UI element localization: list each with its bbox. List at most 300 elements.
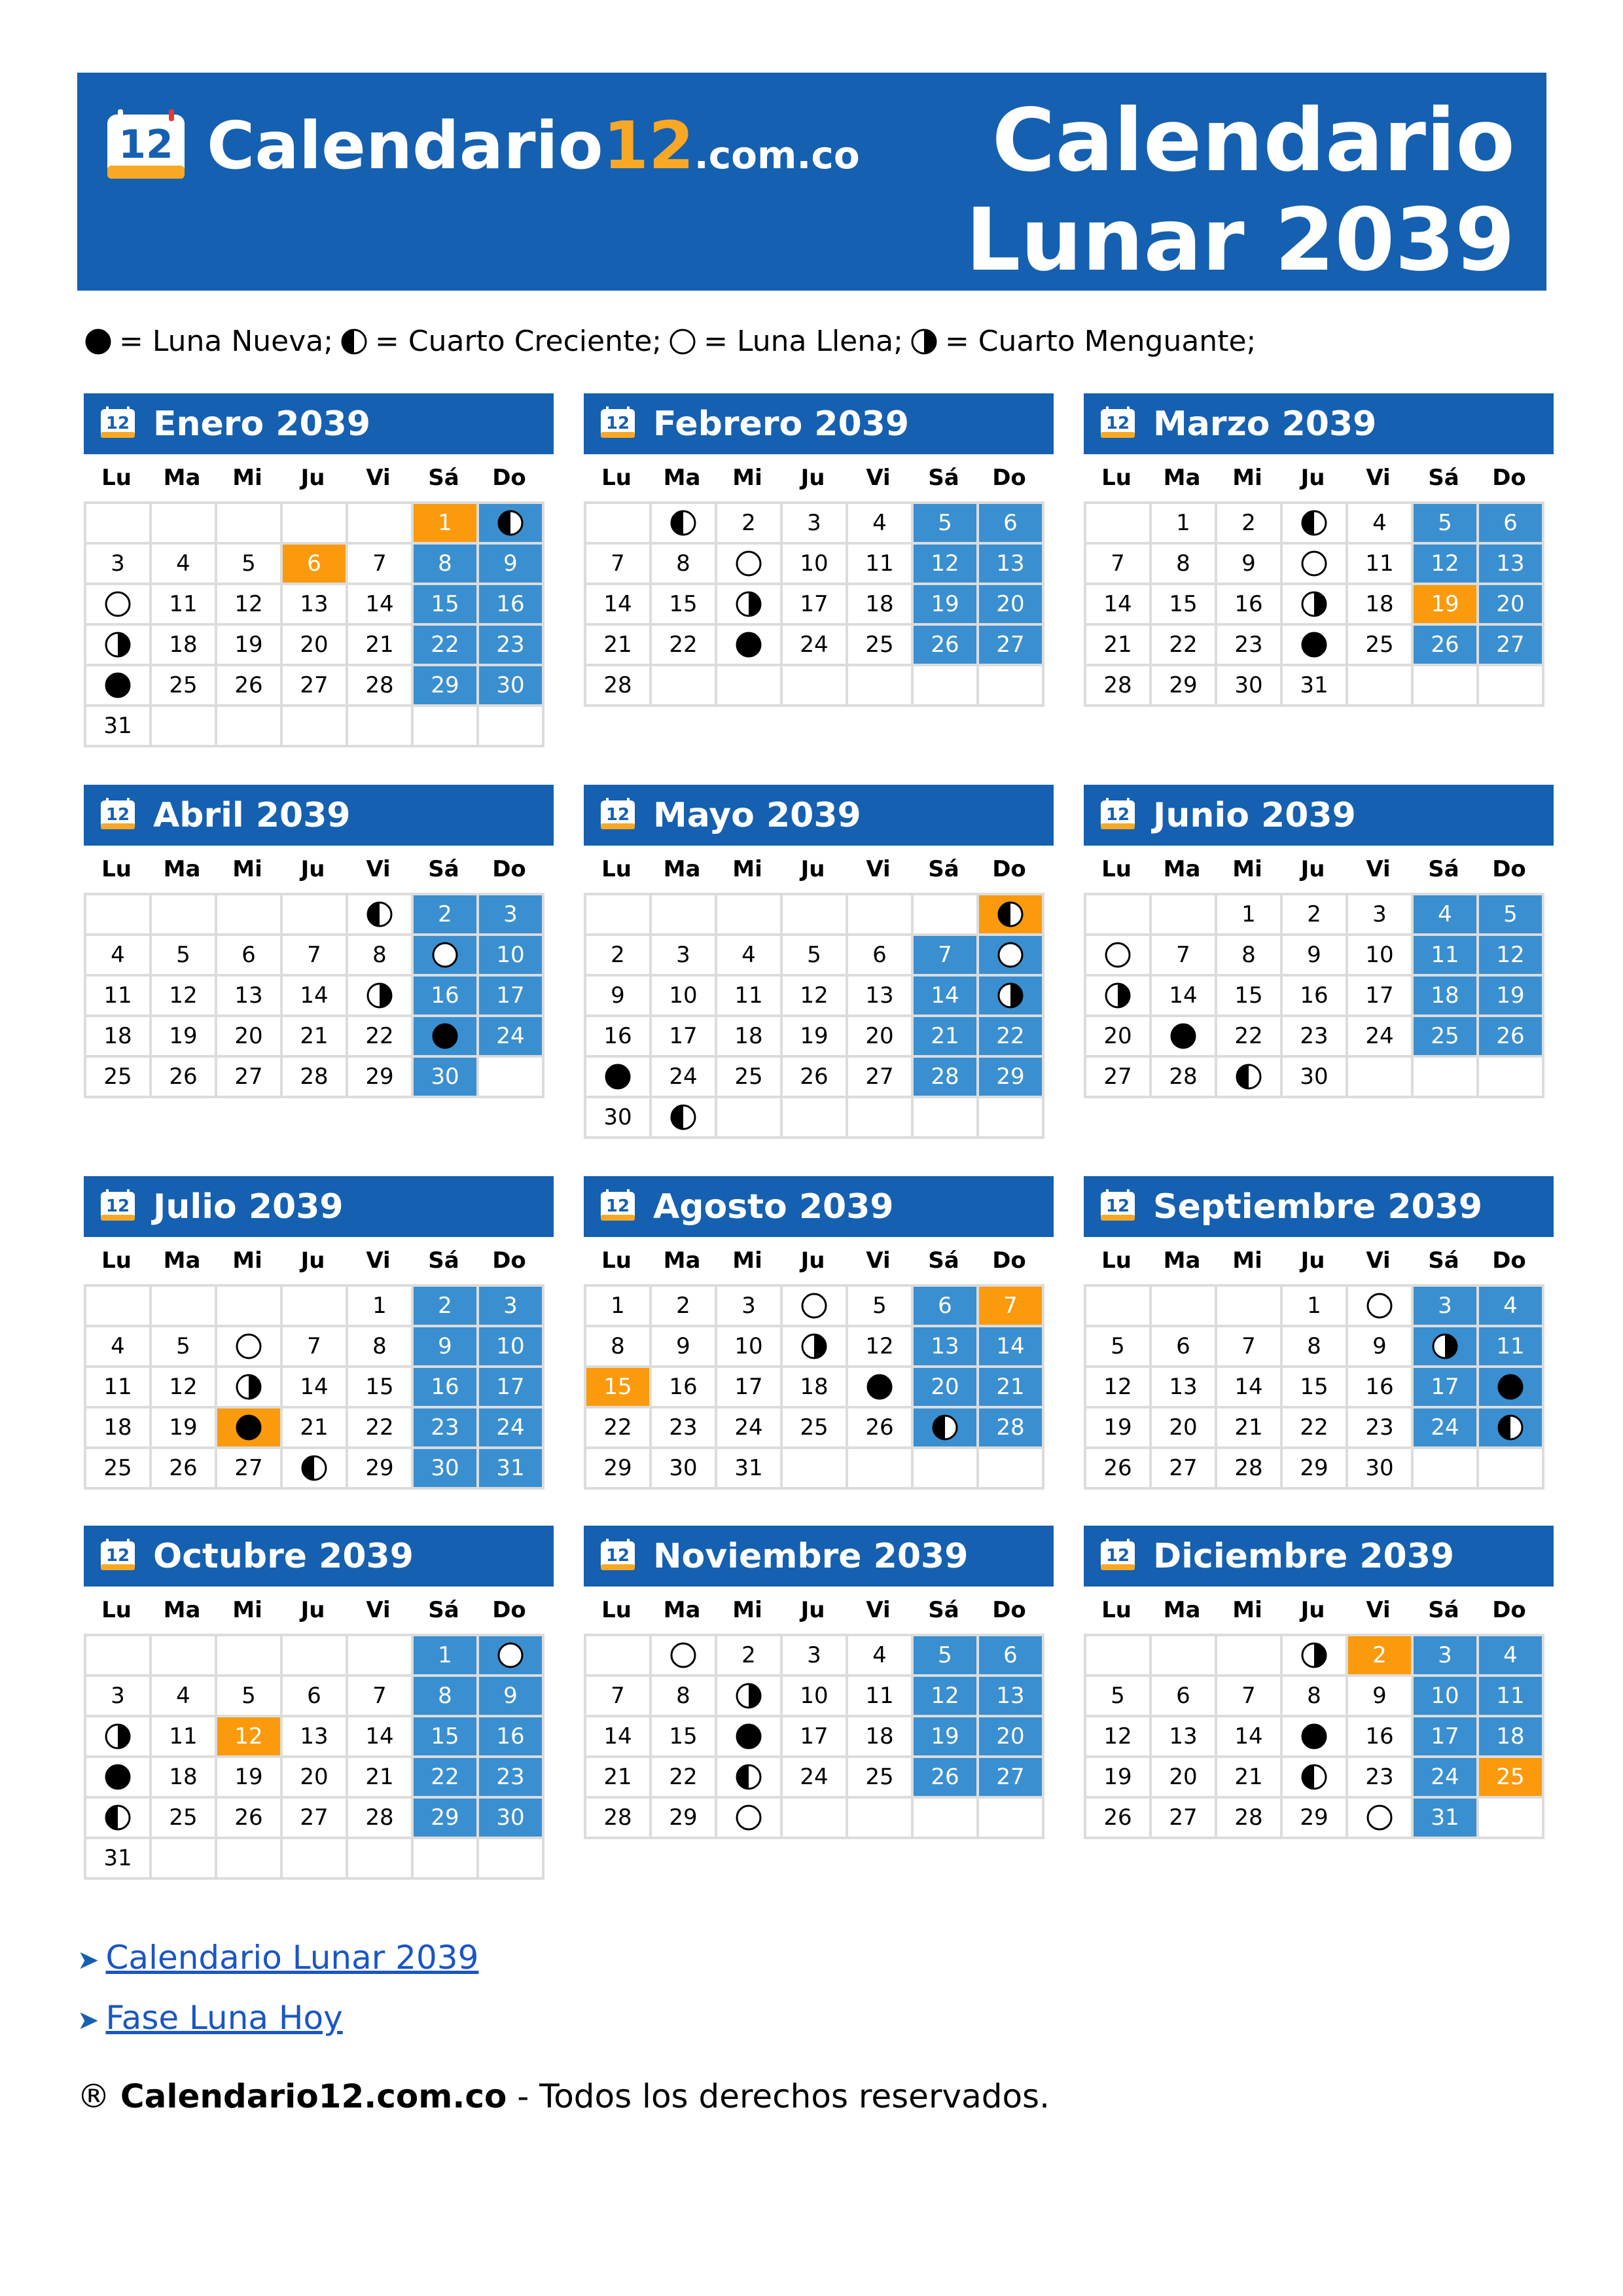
day-cell[interactable]: 20 <box>217 1017 283 1058</box>
day-cell[interactable]: 24 <box>783 1758 848 1799</box>
day-cell[interactable]: 21 <box>348 1758 414 1799</box>
day-cell[interactable]: 11 <box>1479 1677 1544 1717</box>
day-cell[interactable] <box>1283 504 1348 545</box>
day-cell[interactable]: 29 <box>1283 1449 1348 1490</box>
day-cell[interactable]: 26 <box>217 1799 283 1839</box>
day-cell[interactable]: 3 <box>1414 1636 1479 1677</box>
day-cell[interactable]: 5 <box>1086 1327 1152 1368</box>
day-cell[interactable] <box>652 1636 717 1677</box>
day-cell[interactable]: 8 <box>414 1677 479 1717</box>
day-cell[interactable] <box>217 1408 283 1449</box>
day-cell[interactable]: 9 <box>1283 936 1348 977</box>
day-cell[interactable]: 28 <box>1086 666 1152 707</box>
day-cell[interactable]: 20 <box>283 626 348 666</box>
day-cell[interactable]: 4 <box>1479 1287 1544 1327</box>
day-cell[interactable]: 21 <box>1217 1758 1283 1799</box>
day-cell[interactable]: 25 <box>717 1058 783 1098</box>
day-cell[interactable]: 23 <box>479 626 544 666</box>
day-cell[interactable]: 24 <box>652 1058 717 1098</box>
day-cell[interactable] <box>217 1327 283 1368</box>
day-cell[interactable]: 19 <box>217 626 283 666</box>
day-cell[interactable]: 21 <box>283 1408 348 1449</box>
day-cell[interactable]: 19 <box>914 1717 979 1758</box>
day-cell[interactable]: 28 <box>586 666 652 707</box>
day-cell[interactable] <box>717 1799 783 1839</box>
day-cell[interactable]: 29 <box>348 1449 414 1490</box>
day-cell[interactable]: 1 <box>1283 1287 1348 1327</box>
day-cell[interactable]: 13 <box>979 545 1044 585</box>
day-cell[interactable] <box>979 936 1044 977</box>
day-cell[interactable]: 16 <box>586 1017 652 1058</box>
day-cell[interactable] <box>86 585 152 626</box>
day-cell[interactable]: 16 <box>414 1368 479 1408</box>
day-cell[interactable]: 18 <box>1479 1717 1544 1758</box>
day-cell[interactable]: 14 <box>283 977 348 1017</box>
day-cell[interactable]: 16 <box>479 1717 544 1758</box>
day-cell[interactable]: 16 <box>414 977 479 1017</box>
day-cell[interactable]: 21 <box>1086 626 1152 666</box>
day-cell[interactable]: 2 <box>586 936 652 977</box>
link-calendario-lunar-text[interactable]: Calendario Lunar 2039 <box>105 1939 479 1977</box>
day-cell[interactable]: 26 <box>217 666 283 707</box>
day-cell[interactable]: 11 <box>152 585 217 626</box>
day-cell[interactable]: 28 <box>1217 1449 1283 1490</box>
day-cell[interactable]: 25 <box>783 1408 848 1449</box>
day-cell[interactable]: 4 <box>152 545 217 585</box>
day-cell[interactable]: 30 <box>1283 1058 1348 1098</box>
day-cell[interactable] <box>1152 1017 1217 1058</box>
day-cell[interactable]: 7 <box>1217 1327 1283 1368</box>
day-cell[interactable]: 27 <box>979 626 1044 666</box>
day-cell[interactable]: 3 <box>783 1636 848 1677</box>
day-cell[interactable]: 7 <box>586 545 652 585</box>
day-cell[interactable]: 21 <box>586 626 652 666</box>
day-cell[interactable]: 17 <box>1414 1717 1479 1758</box>
day-cell[interactable]: 14 <box>1086 585 1152 626</box>
day-cell[interactable]: 24 <box>479 1408 544 1449</box>
day-cell[interactable]: 7 <box>586 1677 652 1717</box>
day-cell[interactable]: 8 <box>1217 936 1283 977</box>
day-cell[interactable]: 21 <box>283 1017 348 1058</box>
day-cell[interactable]: 9 <box>1217 545 1283 585</box>
day-cell[interactable]: 27 <box>979 1758 1044 1799</box>
day-cell[interactable]: 13 <box>1152 1368 1217 1408</box>
day-cell[interactable]: 15 <box>586 1368 652 1408</box>
day-cell[interactable] <box>86 666 152 707</box>
day-cell[interactable]: 6 <box>979 1636 1044 1677</box>
day-cell[interactable]: 16 <box>1283 977 1348 1017</box>
day-cell[interactable]: 10 <box>783 1677 848 1717</box>
day-cell[interactable]: 21 <box>1217 1408 1283 1449</box>
day-cell[interactable]: 13 <box>283 585 348 626</box>
day-cell[interactable]: 27 <box>1152 1449 1217 1490</box>
day-cell[interactable]: 12 <box>783 977 848 1017</box>
day-cell[interactable]: 29 <box>414 666 479 707</box>
day-cell[interactable]: 21 <box>348 626 414 666</box>
day-cell[interactable] <box>979 895 1044 936</box>
day-cell[interactable]: 29 <box>652 1799 717 1839</box>
day-cell[interactable]: 9 <box>414 1327 479 1368</box>
day-cell[interactable]: 21 <box>979 1368 1044 1408</box>
day-cell[interactable]: 26 <box>1479 1017 1544 1058</box>
day-cell[interactable] <box>717 1677 783 1717</box>
day-cell[interactable]: 28 <box>914 1058 979 1098</box>
day-cell[interactable]: 26 <box>1086 1449 1152 1490</box>
day-cell[interactable]: 26 <box>152 1449 217 1490</box>
day-cell[interactable] <box>783 1287 848 1327</box>
day-cell[interactable]: 30 <box>586 1098 652 1139</box>
day-cell[interactable]: 12 <box>152 977 217 1017</box>
day-cell[interactable] <box>586 1058 652 1098</box>
day-cell[interactable]: 15 <box>652 1717 717 1758</box>
day-cell[interactable]: 5 <box>217 1677 283 1717</box>
day-cell[interactable] <box>414 936 479 977</box>
day-cell[interactable]: 19 <box>783 1017 848 1058</box>
day-cell[interactable]: 24 <box>479 1017 544 1058</box>
day-cell[interactable]: 5 <box>783 936 848 977</box>
day-cell[interactable]: 13 <box>1152 1717 1217 1758</box>
day-cell[interactable] <box>348 895 414 936</box>
day-cell[interactable]: 14 <box>1217 1368 1283 1408</box>
link-fase-luna-hoy-text[interactable]: Fase Luna Hoy <box>105 1999 343 2037</box>
day-cell[interactable]: 3 <box>479 1287 544 1327</box>
day-cell[interactable]: 7 <box>283 936 348 977</box>
day-cell[interactable]: 20 <box>1479 585 1544 626</box>
day-cell[interactable]: 19 <box>1086 1758 1152 1799</box>
day-cell[interactable] <box>1283 1717 1348 1758</box>
day-cell[interactable]: 25 <box>848 626 914 666</box>
day-cell[interactable] <box>1348 1799 1414 1839</box>
day-cell[interactable]: 7 <box>1217 1677 1283 1717</box>
day-cell[interactable]: 23 <box>652 1408 717 1449</box>
day-cell[interactable]: 1 <box>414 1636 479 1677</box>
day-cell[interactable]: 5 <box>914 504 979 545</box>
day-cell[interactable]: 14 <box>914 977 979 1017</box>
day-cell[interactable] <box>717 1717 783 1758</box>
day-cell[interactable]: 14 <box>586 1717 652 1758</box>
day-cell[interactable]: 16 <box>1348 1368 1414 1408</box>
day-cell[interactable]: 29 <box>348 1058 414 1098</box>
day-cell[interactable] <box>914 1408 979 1449</box>
day-cell[interactable]: 11 <box>848 1677 914 1717</box>
day-cell[interactable]: 14 <box>979 1327 1044 1368</box>
day-cell[interactable]: 7 <box>283 1327 348 1368</box>
day-cell[interactable] <box>717 626 783 666</box>
day-cell[interactable]: 5 <box>1414 504 1479 545</box>
day-cell[interactable]: 6 <box>979 504 1044 545</box>
day-cell[interactable]: 28 <box>979 1408 1044 1449</box>
day-cell[interactable]: 14 <box>348 585 414 626</box>
day-cell[interactable]: 11 <box>717 977 783 1017</box>
day-cell[interactable]: 28 <box>348 1799 414 1839</box>
day-cell[interactable]: 14 <box>348 1717 414 1758</box>
day-cell[interactable]: 26 <box>783 1058 848 1098</box>
day-cell[interactable]: 2 <box>652 1287 717 1327</box>
day-cell[interactable]: 12 <box>914 1677 979 1717</box>
day-cell[interactable]: 16 <box>479 585 544 626</box>
day-cell[interactable]: 25 <box>1348 626 1414 666</box>
day-cell[interactable] <box>86 1799 152 1839</box>
day-cell[interactable] <box>1086 977 1152 1017</box>
day-cell[interactable]: 4 <box>152 1677 217 1717</box>
day-cell[interactable] <box>348 977 414 1017</box>
day-cell[interactable] <box>979 977 1044 1017</box>
day-cell[interactable] <box>1283 626 1348 666</box>
day-cell[interactable] <box>86 626 152 666</box>
day-cell[interactable]: 20 <box>848 1017 914 1058</box>
day-cell[interactable]: 16 <box>652 1368 717 1408</box>
day-cell[interactable]: 5 <box>1086 1677 1152 1717</box>
day-cell[interactable]: 28 <box>283 1058 348 1098</box>
day-cell[interactable]: 11 <box>86 1368 152 1408</box>
day-cell[interactable]: 27 <box>217 1449 283 1490</box>
day-cell[interactable]: 8 <box>1152 545 1217 585</box>
day-cell[interactable]: 23 <box>1348 1408 1414 1449</box>
day-cell[interactable]: 20 <box>914 1368 979 1408</box>
day-cell[interactable]: 12 <box>217 585 283 626</box>
day-cell[interactable]: 13 <box>914 1327 979 1368</box>
day-cell[interactable]: 17 <box>652 1017 717 1058</box>
day-cell[interactable]: 2 <box>1348 1636 1414 1677</box>
day-cell[interactable]: 25 <box>86 1449 152 1490</box>
day-cell[interactable]: 30 <box>414 1058 479 1098</box>
day-cell[interactable]: 6 <box>283 1677 348 1717</box>
day-cell[interactable]: 30 <box>652 1449 717 1490</box>
day-cell[interactable]: 6 <box>283 545 348 585</box>
day-cell[interactable]: 4 <box>848 504 914 545</box>
day-cell[interactable] <box>848 1368 914 1408</box>
day-cell[interactable]: 12 <box>1086 1717 1152 1758</box>
day-cell[interactable]: 5 <box>152 936 217 977</box>
link-calendario-lunar[interactable] <box>77 1935 478 1983</box>
day-cell[interactable] <box>86 1758 152 1799</box>
day-cell[interactable] <box>1479 1408 1544 1449</box>
day-cell[interactable]: 12 <box>1479 936 1544 977</box>
day-cell[interactable]: 27 <box>1086 1058 1152 1098</box>
day-cell[interactable]: 2 <box>717 504 783 545</box>
day-cell[interactable] <box>652 504 717 545</box>
day-cell[interactable]: 29 <box>1283 1799 1348 1839</box>
day-cell[interactable] <box>1217 1058 1283 1098</box>
day-cell[interactable]: 27 <box>1479 626 1544 666</box>
day-cell[interactable]: 24 <box>1414 1758 1479 1799</box>
day-cell[interactable]: 17 <box>479 977 544 1017</box>
day-cell[interactable]: 7 <box>348 1677 414 1717</box>
day-cell[interactable]: 27 <box>283 1799 348 1839</box>
day-cell[interactable] <box>1086 936 1152 977</box>
day-cell[interactable]: 22 <box>348 1017 414 1058</box>
day-cell[interactable]: 15 <box>1217 977 1283 1017</box>
day-cell[interactable]: 10 <box>652 977 717 1017</box>
day-cell[interactable] <box>1283 585 1348 626</box>
day-cell[interactable]: 6 <box>217 936 283 977</box>
day-cell[interactable]: 4 <box>1348 504 1414 545</box>
day-cell[interactable]: 30 <box>1217 666 1283 707</box>
day-cell[interactable]: 15 <box>414 1717 479 1758</box>
day-cell[interactable]: 3 <box>783 504 848 545</box>
day-cell[interactable]: 20 <box>979 1717 1044 1758</box>
day-cell[interactable]: 6 <box>1479 504 1544 545</box>
link-fase-luna-hoy[interactable] <box>77 1995 343 2043</box>
day-cell[interactable]: 8 <box>1283 1327 1348 1368</box>
day-cell[interactable]: 10 <box>479 936 544 977</box>
day-cell[interactable]: 9 <box>1348 1677 1414 1717</box>
day-cell[interactable]: 14 <box>1152 977 1217 1017</box>
day-cell[interactable]: 7 <box>914 936 979 977</box>
day-cell[interactable]: 18 <box>1348 585 1414 626</box>
day-cell[interactable]: 23 <box>1283 1017 1348 1058</box>
day-cell[interactable]: 20 <box>1086 1017 1152 1058</box>
day-cell[interactable]: 19 <box>1479 977 1544 1017</box>
day-cell[interactable]: 23 <box>414 1408 479 1449</box>
day-cell[interactable]: 14 <box>586 585 652 626</box>
day-cell[interactable]: 8 <box>1283 1677 1348 1717</box>
day-cell[interactable]: 11 <box>848 545 914 585</box>
day-cell[interactable]: 31 <box>479 1449 544 1490</box>
day-cell[interactable]: 18 <box>152 626 217 666</box>
day-cell[interactable]: 18 <box>1414 977 1479 1017</box>
day-cell[interactable]: 15 <box>652 585 717 626</box>
day-cell[interactable]: 2 <box>414 895 479 936</box>
day-cell[interactable]: 7 <box>1086 545 1152 585</box>
day-cell[interactable] <box>479 1636 544 1677</box>
day-cell[interactable]: 12 <box>914 545 979 585</box>
day-cell[interactable]: 29 <box>586 1449 652 1490</box>
day-cell[interactable] <box>783 1327 848 1368</box>
day-cell[interactable] <box>652 1098 717 1139</box>
day-cell[interactable]: 31 <box>1283 666 1348 707</box>
day-cell[interactable]: 3 <box>1414 1287 1479 1327</box>
day-cell[interactable]: 1 <box>348 1287 414 1327</box>
day-cell[interactable]: 15 <box>1283 1368 1348 1408</box>
day-cell[interactable]: 26 <box>914 1758 979 1799</box>
day-cell[interactable] <box>717 585 783 626</box>
day-cell[interactable]: 2 <box>414 1287 479 1327</box>
day-cell[interactable]: 18 <box>717 1017 783 1058</box>
day-cell[interactable]: 26 <box>1086 1799 1152 1839</box>
day-cell[interactable]: 28 <box>586 1799 652 1839</box>
day-cell[interactable]: 25 <box>152 666 217 707</box>
day-cell[interactable]: 18 <box>848 1717 914 1758</box>
day-cell[interactable]: 13 <box>217 977 283 1017</box>
day-cell[interactable]: 1 <box>586 1287 652 1327</box>
day-cell[interactable]: 17 <box>717 1368 783 1408</box>
day-cell[interactable]: 22 <box>1283 1408 1348 1449</box>
day-cell[interactable] <box>717 1758 783 1799</box>
day-cell[interactable]: 28 <box>1217 1799 1283 1839</box>
day-cell[interactable]: 9 <box>586 977 652 1017</box>
day-cell[interactable]: 7 <box>1152 936 1217 977</box>
day-cell[interactable]: 26 <box>152 1058 217 1098</box>
day-cell[interactable] <box>1348 1287 1414 1327</box>
day-cell[interactable]: 8 <box>348 1327 414 1368</box>
day-cell[interactable]: 7 <box>979 1287 1044 1327</box>
day-cell[interactable]: 5 <box>848 1287 914 1327</box>
day-cell[interactable]: 26 <box>914 626 979 666</box>
day-cell[interactable]: 22 <box>652 626 717 666</box>
day-cell[interactable] <box>414 1017 479 1058</box>
day-cell[interactable]: 22 <box>1217 1017 1283 1058</box>
day-cell[interactable]: 29 <box>979 1058 1044 1098</box>
day-cell[interactable]: 20 <box>283 1758 348 1799</box>
day-cell[interactable]: 12 <box>217 1717 283 1758</box>
day-cell[interactable]: 9 <box>479 1677 544 1717</box>
day-cell[interactable]: 30 <box>479 666 544 707</box>
day-cell[interactable]: 3 <box>86 545 152 585</box>
day-cell[interactable]: 6 <box>1152 1677 1217 1717</box>
day-cell[interactable]: 15 <box>1152 585 1217 626</box>
day-cell[interactable]: 21 <box>586 1758 652 1799</box>
day-cell[interactable]: 28 <box>1152 1058 1217 1098</box>
day-cell[interactable]: 21 <box>914 1017 979 1058</box>
day-cell[interactable]: 14 <box>283 1368 348 1408</box>
day-cell[interactable]: 25 <box>848 1758 914 1799</box>
day-cell[interactable]: 20 <box>979 585 1044 626</box>
day-cell[interactable]: 23 <box>1348 1758 1414 1799</box>
day-cell[interactable]: 4 <box>1414 895 1479 936</box>
day-cell[interactable]: 30 <box>1348 1449 1414 1490</box>
day-cell[interactable]: 10 <box>479 1327 544 1368</box>
day-cell[interactable]: 11 <box>1348 545 1414 585</box>
day-cell[interactable]: 22 <box>348 1408 414 1449</box>
day-cell[interactable]: 29 <box>414 1799 479 1839</box>
day-cell[interactable]: 20 <box>1152 1408 1217 1449</box>
day-cell[interactable]: 3 <box>652 936 717 977</box>
day-cell[interactable] <box>1283 1758 1348 1799</box>
day-cell[interactable] <box>717 545 783 585</box>
day-cell[interactable] <box>283 1449 348 1490</box>
day-cell[interactable]: 19 <box>1414 585 1479 626</box>
day-cell[interactable]: 13 <box>848 977 914 1017</box>
day-cell[interactable]: 24 <box>1414 1408 1479 1449</box>
day-cell[interactable]: 8 <box>348 936 414 977</box>
day-cell[interactable]: 31 <box>717 1449 783 1490</box>
day-cell[interactable]: 24 <box>783 626 848 666</box>
day-cell[interactable]: 18 <box>86 1017 152 1058</box>
day-cell[interactable]: 12 <box>1414 545 1479 585</box>
day-cell[interactable] <box>217 1368 283 1408</box>
day-cell[interactable]: 18 <box>783 1368 848 1408</box>
day-cell[interactable]: 6 <box>914 1287 979 1327</box>
day-cell[interactable]: 4 <box>86 1327 152 1368</box>
day-cell[interactable]: 5 <box>217 545 283 585</box>
day-cell[interactable]: 8 <box>652 1677 717 1717</box>
day-cell[interactable]: 28 <box>348 666 414 707</box>
day-cell[interactable]: 17 <box>1348 977 1414 1017</box>
day-cell[interactable] <box>86 1717 152 1758</box>
day-cell[interactable]: 19 <box>217 1758 283 1799</box>
day-cell[interactable]: 25 <box>86 1058 152 1098</box>
day-cell[interactable]: 25 <box>1414 1017 1479 1058</box>
day-cell[interactable]: 4 <box>86 936 152 977</box>
day-cell[interactable]: 17 <box>479 1368 544 1408</box>
day-cell[interactable]: 11 <box>152 1717 217 1758</box>
day-cell[interactable]: 15 <box>348 1368 414 1408</box>
day-cell[interactable]: 17 <box>783 1717 848 1758</box>
day-cell[interactable]: 16 <box>1217 585 1283 626</box>
day-cell[interactable]: 12 <box>1086 1368 1152 1408</box>
day-cell[interactable]: 3 <box>86 1677 152 1717</box>
day-cell[interactable]: 31 <box>86 707 152 747</box>
day-cell[interactable]: 4 <box>848 1636 914 1677</box>
day-cell[interactable]: 18 <box>86 1408 152 1449</box>
day-cell[interactable]: 19 <box>152 1408 217 1449</box>
day-cell[interactable]: 11 <box>1414 936 1479 977</box>
day-cell[interactable]: 11 <box>1479 1327 1544 1368</box>
day-cell[interactable]: 10 <box>1414 1677 1479 1717</box>
day-cell[interactable]: 30 <box>479 1799 544 1839</box>
day-cell[interactable]: 23 <box>479 1758 544 1799</box>
